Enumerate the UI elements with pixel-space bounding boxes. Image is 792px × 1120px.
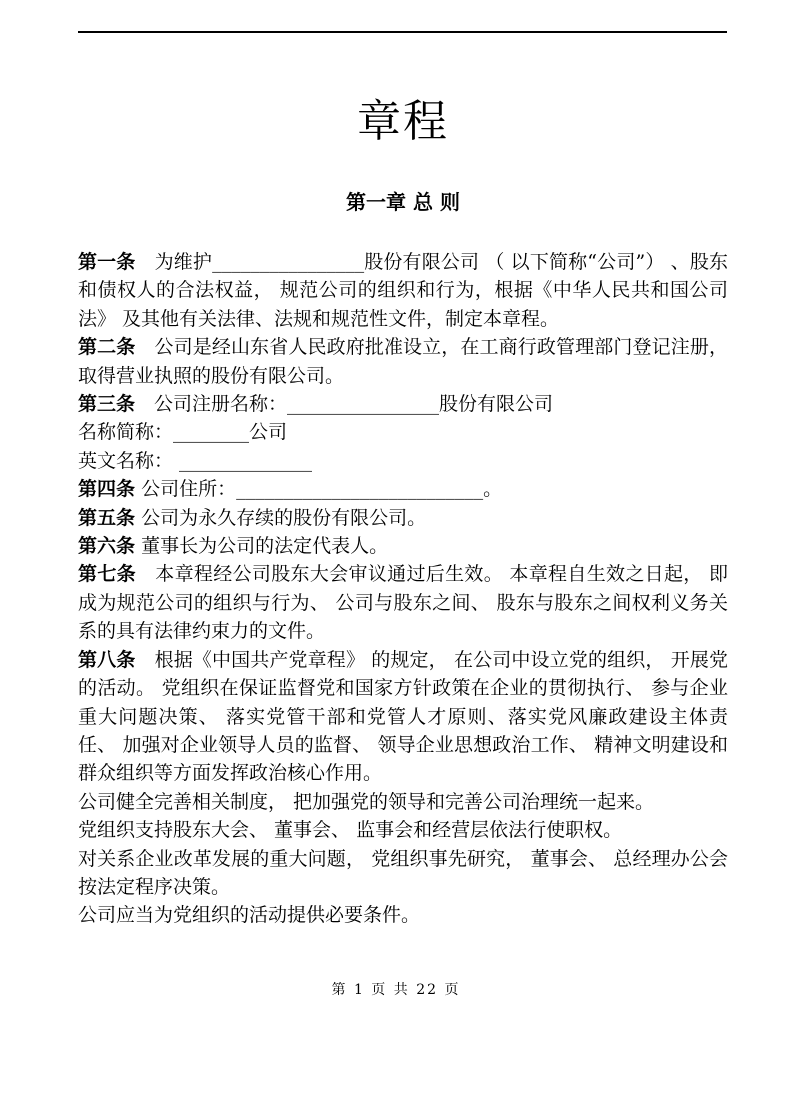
article-label: 第五条 [78, 506, 136, 529]
article-text: 公司应当为党组织的活动提供必要条件。 [78, 904, 421, 927]
page-number-label: 第 1 页 共 22 页 [331, 982, 461, 998]
article-text: 名称简称：________公司 [78, 421, 288, 444]
article-label-gap [135, 336, 154, 358]
article-text: 英文名称： ______________ [78, 449, 313, 472]
page-footer [0, 980, 792, 1000]
article-label: 第六条 [78, 535, 136, 558]
body-paragraph [78, 901, 728, 929]
article-text: 根据《中国共产党章程》 的规定， 在公司中设立党的组织， 开展党的活动。 党组织在保证监督党和国家方针政策在企业的贯彻执行、 参与企业重大问题决策、 落实党管干部和党管人才原则、落实党风廉政建设主体责任、 加强对企业领导人员的监督、 领导企业思想政治工作、 精神文明建设和群众组织等方面发挥政治核心作用。 [78, 648, 728, 785]
article-label-gap [135, 251, 154, 273]
body-paragraph [78, 418, 728, 446]
document-content [78, 92, 728, 930]
article-text: 党组织支持股东大会、 董事会、 监事会和经营层依法行使职权。 [78, 819, 623, 842]
article-text: 公司是经山东省人民政府批准设立，在工商行政管理部门登记注册， 取得营业执照的股份有限公司。 [78, 336, 728, 387]
article-label-gap [135, 649, 154, 671]
article-paragraph [78, 560, 728, 645]
article-paragraph [78, 646, 728, 788]
article-text: 公司健全完善相关制度， 把加强党的领导和完善公司治理统一起来。 [78, 790, 655, 813]
article-label-gap [135, 393, 154, 415]
article-paragraph [78, 390, 728, 418]
article-paragraph [78, 475, 728, 503]
article-label: 第七条 [78, 563, 136, 586]
article-label: 第三条 [78, 393, 136, 416]
article-label: 第八条 [78, 648, 136, 671]
article-label: 第一条 [78, 251, 136, 273]
article-text: 公司为永久存续的股份有限公司。 [141, 506, 427, 529]
article-label-gap [136, 563, 155, 585]
article-text: 公司注册名称：________________股份有限公司 [154, 393, 554, 416]
header-rule-divider [78, 31, 727, 33]
article-text: 本章程经公司股东大会审议通过后生效。 本章程自生效之日起， 即成为规范公司的组织与行为、 公司与股东之间、 股东与股东之间权利义务关系的具有法律约束力的文件。 [78, 563, 728, 643]
body-paragraph [78, 816, 728, 844]
article-paragraph [78, 504, 728, 532]
article-paragraph [78, 532, 728, 560]
article-text: 对关系企业改革发展的重大问题， 党组织事先研究， 董事会、 总经理办公会按法定程序决策。 [78, 847, 728, 898]
article-paragraph [78, 333, 728, 390]
body-paragraph [78, 788, 728, 816]
articles-container [78, 248, 728, 930]
article-text: 为维护________________股份有限公司 （ 以下简称“公司”） 、股东和债权人的合法权益， 规范公司的组织和行为，根据《中华人民共和国公司法》 及其他有关法律、法规和规范性文件，制定本章程。 [78, 251, 728, 330]
article-label: 第四条 [78, 478, 136, 501]
article-label: 第二条 [78, 336, 136, 359]
article-text: 董事长为公司的法定代表人。 [141, 535, 389, 558]
body-paragraph [78, 447, 728, 475]
article-text: 公司住所：__________________________。 [141, 478, 503, 501]
chapter-heading: 第一章 总 则 [346, 190, 460, 214]
page-title: 章程 [357, 96, 449, 147]
article-paragraph [78, 248, 728, 333]
body-paragraph [78, 845, 728, 902]
